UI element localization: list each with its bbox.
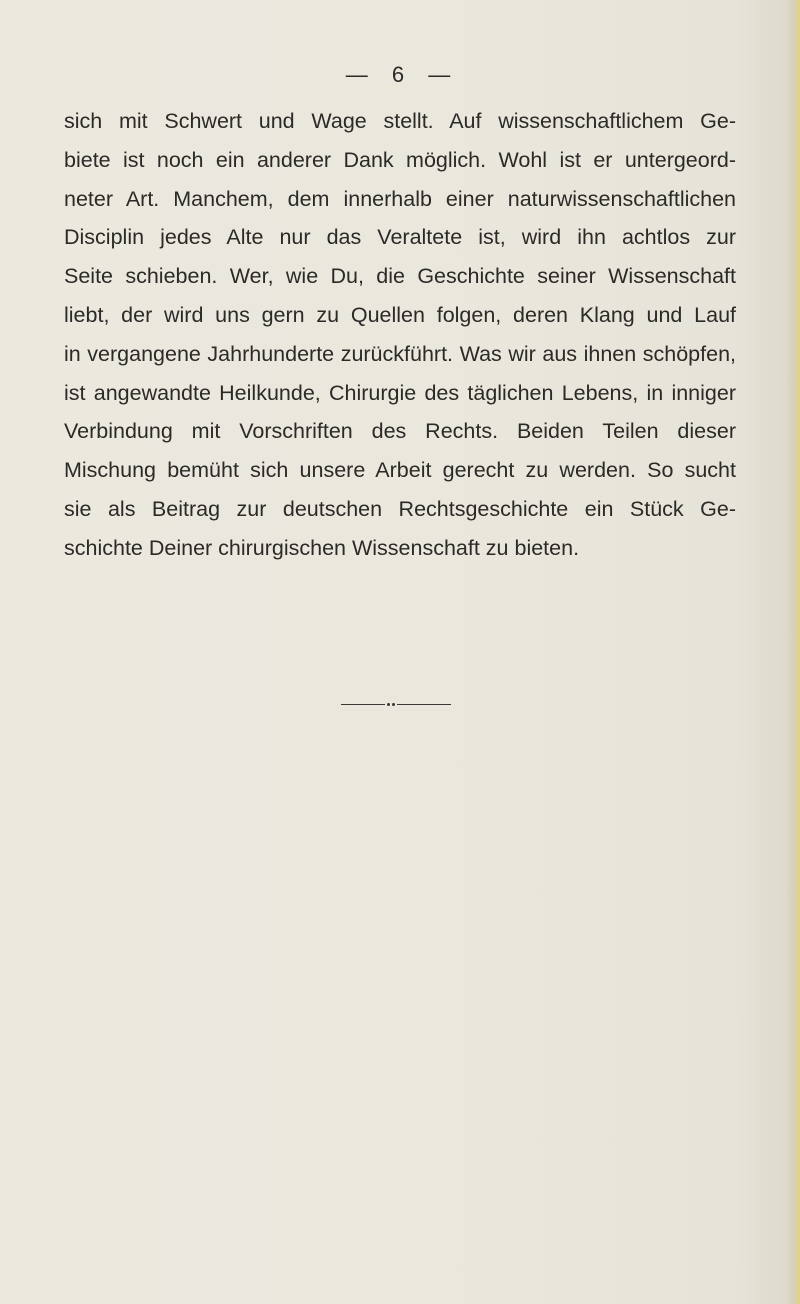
ornament-rule-right (397, 704, 451, 705)
text-line: sich mit Schwert und Wage stellt. Auf wissenschaftlichem Ge- (64, 109, 736, 133)
text-line: biete ist noch ein anderer Dank möglich. Wohl ist er untergeord- (64, 147, 736, 172)
ornament-rule-left (341, 704, 385, 705)
text-line: Seite schieben. Wer, wie Du, die Geschichte seiner Wissenschaft (64, 264, 736, 289)
text-line: Disciplin jedes Alte nur das Veraltete ist, wird ihn achtlos zur (64, 225, 736, 250)
text-line-last: schichte Deiner chirurgischen Wissenschaft zu bieten. (64, 535, 580, 560)
text-line: liebt, der wird uns gern zu Quellen folgen, deren Klang und Lauf (64, 302, 736, 327)
ornament-dot (392, 703, 395, 706)
page-number (0, 62, 800, 88)
text-line: in vergangene Jahrhunderte zurückführt. Was wir aus ihnen schöpfen, (64, 341, 736, 366)
text-line: Verbindung mit Vorschriften des Rechts. Beiden Teilen dieser (64, 419, 736, 444)
page-number-dash-left: — (345, 62, 372, 87)
page-number-dash-right: — (428, 62, 455, 87)
text-line: ist angewandte Heilkunde, Chirurgie des täglichen Lebens, in inniger (64, 380, 736, 405)
text-line: Mischung bemüht sich unsere Arbeit gerecht zu werden. So sucht (64, 458, 736, 483)
ornament-dot (387, 703, 390, 706)
page-number-value: 6 (391, 62, 409, 87)
text-line: sie als Beitrag zur deutschen Rechtsgeschichte ein Stück Ge- (64, 496, 736, 521)
page-edge (786, 0, 800, 1304)
text-line: neter Art. Manchem, dem innerhalb einer naturwissenschaftlichen (64, 186, 736, 211)
section-end-ornament (341, 700, 451, 710)
body-paragraph (64, 102, 736, 568)
